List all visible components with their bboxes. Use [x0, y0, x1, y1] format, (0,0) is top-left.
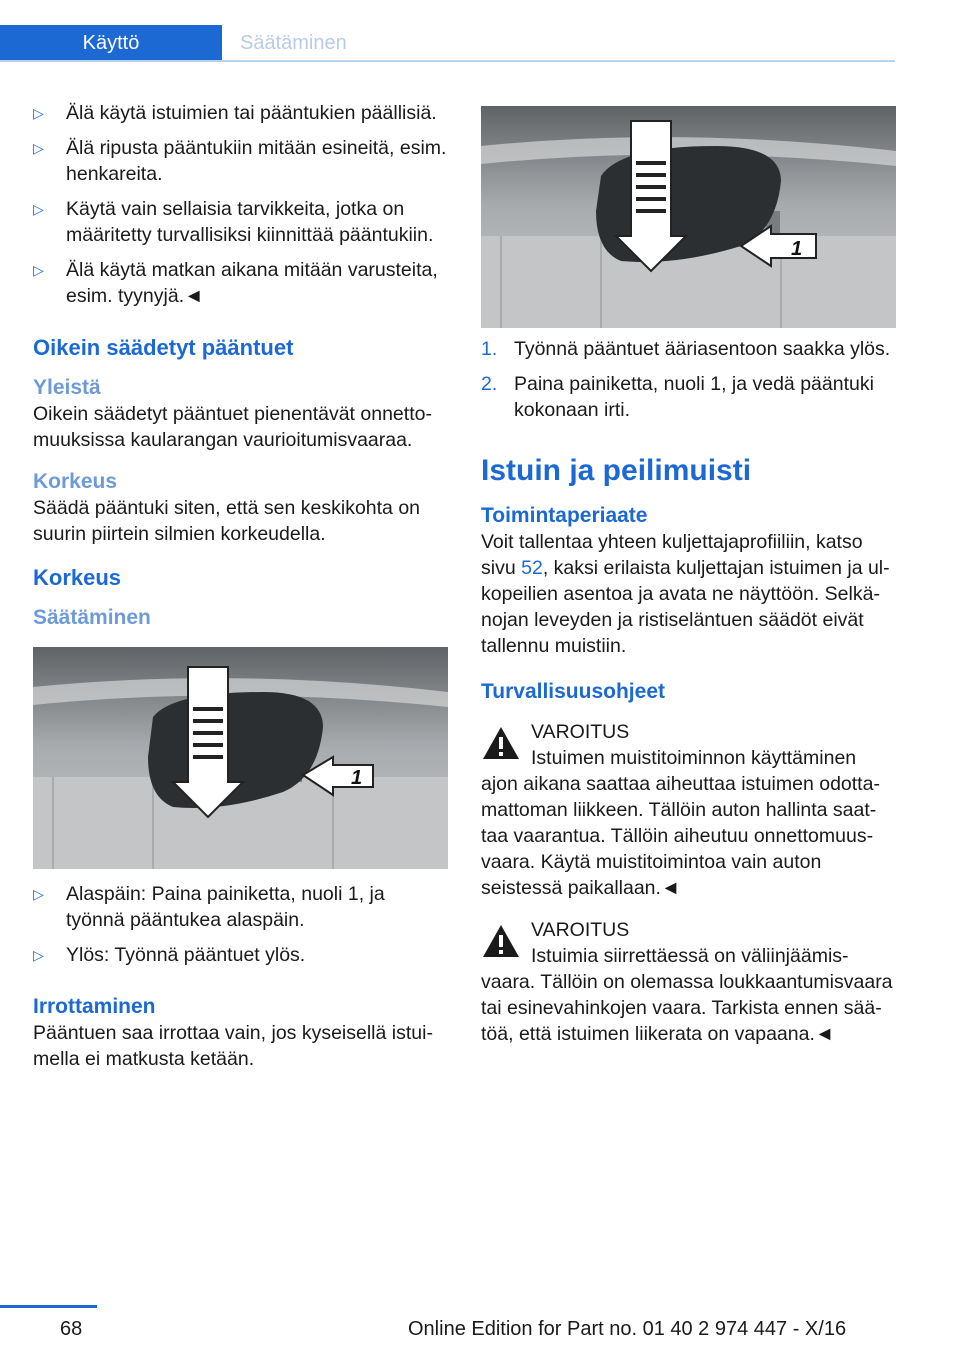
- list-item: ▷ Ylös: Työnnä pääntuet ylös.: [33, 944, 306, 966]
- warning-block: [481, 719, 896, 901]
- edition-text: Online Edition for Part no. 01 40 2 974 447 - X/16: [408, 1318, 847, 1340]
- footer-divider: [0, 1305, 97, 1308]
- list-item: ▷ Käytä vain sellaisia tarvikkeita, jotka on määritetty turvallisiksi kiinnittää pääntukiin.: [33, 198, 434, 246]
- list-item: ▷ Älä ripusta pääntukiin mitään esineitä, esim. henkareita.: [33, 137, 447, 185]
- warning-text: Istuimen muistitoiminnon käyttäminen ajon aikana saattaa aiheuttaa istuimen odottamattoman liikkeen. Tällöin auton hallinta saattaa vaarantua. Tällöin aiheutuu onnettomuusvaara. Käytä muistitoimintoa vain auton seistessä paikallaan.◄: [481, 747, 880, 899]
- list-item: 2. Paina painiketta, nuoli 1, ja vedä pääntuki kokonaan irti.: [481, 373, 874, 421]
- paragraph-principle: Voit tallentaa yhteen kuljettajaprofiiliin, katso sivu 52, kaksi erilaista kuljettajan istuimen ja ulkopeilien asentoa ja avata ne näyttöön. Selkänojan leveyden ja ristiseläntuen säädöt eivät tallennu muistiin.: [481, 531, 890, 657]
- heading-korkeus: Korkeus: [33, 565, 122, 590]
- bullet-triangle-icon: ▷: [33, 947, 44, 963]
- warning-title: VAROITUS: [531, 721, 630, 743]
- page-header: [0, 0, 895, 62]
- warning-text: Istuimia siirrettäessä on väliinjäämisvaara. Tällöin on olemassa loukkaantumisvaara tai esinevahinkojen vaara. Tarkista ennen säätöä, että istuimen liikerata on vapaana.◄: [481, 945, 893, 1045]
- subheading-turvallisuusohjeet: Turvallisuusohjeet: [481, 680, 665, 703]
- paragraph-general: Oikein säädetyt pääntuet pienentävät onnettomuuksissa kaularangan vaurioitumisvaaraa.: [33, 403, 432, 451]
- heading-oikein-saadetyt: Oikein säädetyt pääntuet: [33, 335, 294, 360]
- subheading-saataminen: Säätäminen: [33, 606, 151, 629]
- subheading-korkeus: Korkeus: [33, 470, 118, 493]
- list-item: ▷ Alaspäin: Paina painiketta, nuoli 1, ja työnnä pääntukea alaspäin.: [33, 883, 385, 931]
- bullet-triangle-icon: ▷: [33, 201, 44, 217]
- warning-block: [481, 917, 896, 1047]
- page-number: 68: [60, 1318, 83, 1340]
- left-column: [33, 100, 448, 1088]
- page-link-52[interactable]: 52: [521, 557, 543, 579]
- paragraph-remove: Pääntuen saa irrottaa vain, jos kyseisellä istuimella ei matkusta ketään.: [33, 1022, 433, 1070]
- paragraph-height: Säädä pääntuki siten, että sen keskikohta on suurin piirtein silmien korkeudella.: [33, 497, 421, 545]
- headrest-adjust-figure: [33, 647, 448, 869]
- bullet-triangle-icon: ▷: [33, 140, 44, 156]
- subheading-toimintaperiaate: Toimintaperiaate: [481, 504, 648, 527]
- figure-callout-1: 1: [791, 238, 803, 260]
- list-item: ▷ Älä käytä istuimien tai pääntukien päällisiä.: [33, 102, 437, 124]
- subheading-irrottaminen: Irrottaminen: [33, 995, 156, 1018]
- figure-callout-1: 1: [351, 767, 363, 789]
- bullet-triangle-icon: ▷: [33, 262, 44, 278]
- list-item: 1. Työnnä pääntuet ääriasentoon saakka ylös.: [481, 338, 891, 360]
- tab-saataminen[interactable]: Säätäminen: [240, 32, 347, 54]
- warning-title: VAROITUS: [531, 919, 630, 941]
- list-item: ▷ Älä käytä matkan aikana mitään varusteita, esim. tyynyjä.◄: [33, 259, 438, 307]
- subheading-yleista: Yleistä: [33, 376, 101, 399]
- header-divider: [0, 60, 895, 62]
- warning-triangle-icon: [481, 725, 521, 761]
- heading-istuin-ja-peilimuisti: Istuin ja peilimuisti: [481, 454, 752, 487]
- bullet-triangle-icon: ▷: [33, 886, 44, 902]
- headrest-remove-figure: [481, 106, 896, 328]
- bullet-triangle-icon: ▷: [33, 105, 44, 121]
- warning-triangle-icon: [481, 923, 521, 959]
- right-column: [481, 336, 896, 1047]
- tab-kaytto[interactable]: Käyttö: [82, 32, 140, 54]
